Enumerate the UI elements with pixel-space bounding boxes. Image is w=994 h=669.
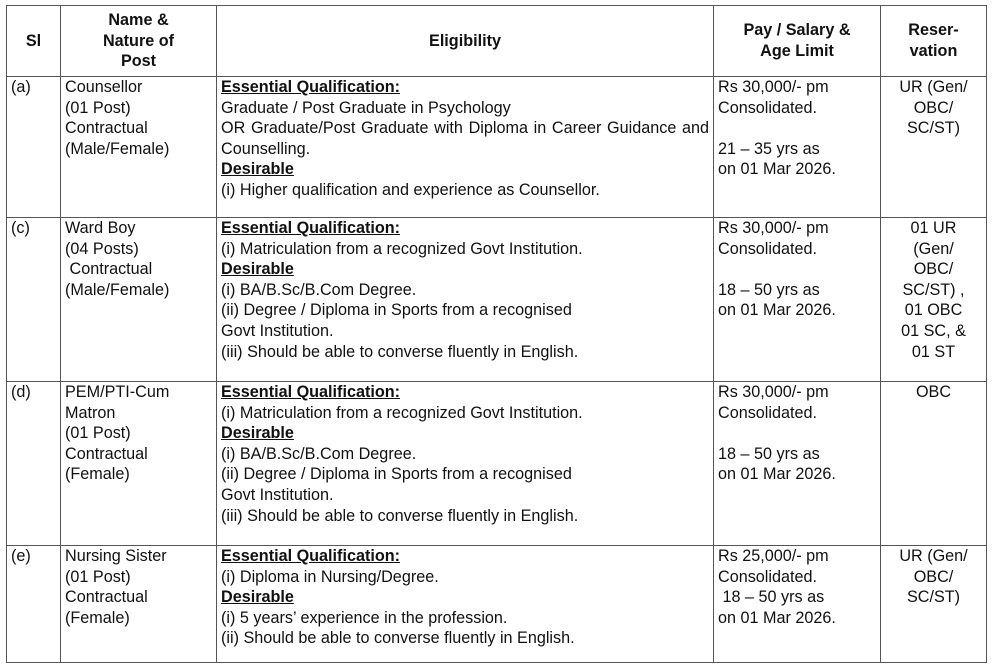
desirable-item: (iii) Should be able to converse fluently in English. — [221, 342, 579, 361]
reservation-line: 01 SC, & — [901, 321, 966, 340]
essential-heading: Essential Qualification: — [221, 547, 401, 565]
desirable-item: (ii) Should be able to converse fluently in English. — [221, 629, 575, 648]
header-name-line: Name & — [108, 11, 169, 30]
pay-note: Consolidated. — [718, 403, 817, 422]
reservation-line: OBC — [915, 383, 952, 401]
desirable-item: (iii) Should be able to converse fluently in English. — [221, 506, 579, 525]
pay-age-cell — [714, 382, 881, 546]
essential-item: (i) Diploma in Nursing/Degree. — [221, 567, 439, 586]
desirable-heading: Desirable — [221, 424, 294, 443]
essential-item: (i) Matriculation from a recognized Govt Institution. — [221, 239, 583, 258]
reservation-line: OBC/ — [913, 260, 954, 279]
reservation-line: 01 OBC — [904, 301, 963, 320]
post-name-cell — [61, 77, 217, 218]
header-sl — [7, 6, 61, 77]
sl-cell: (d) — [7, 382, 61, 546]
post-name-line: PEM/PTI-Cum — [65, 383, 170, 401]
desirable-heading: Desirable — [221, 260, 294, 279]
header-name-line: Post — [120, 52, 157, 71]
pay-note: Consolidated. — [718, 567, 817, 586]
post-name-line: (Female) — [65, 465, 130, 484]
age-limit-line: 21 – 35 yrs as — [718, 139, 820, 158]
reservation-cell — [881, 218, 987, 382]
post-name-line: (04 Posts) — [65, 239, 139, 258]
post-name-line: (01 Post) — [65, 98, 131, 117]
age-limit-line: 18 – 50 yrs as — [718, 280, 820, 299]
reservation-line: (Gen/ — [913, 239, 954, 258]
essential-heading: Essential Qualification: — [221, 219, 401, 237]
reservation-line: OBC/ — [913, 98, 954, 117]
reservation-line: 01 UR — [910, 219, 957, 237]
reservation-line: UR (Gen/ — [899, 547, 968, 565]
pay-amount: Rs 25,000/- pm — [718, 547, 829, 565]
table-row — [7, 218, 987, 382]
header-sl-label: Sl — [25, 31, 42, 50]
pay-note: Consolidated. — [718, 98, 817, 117]
spacer — [718, 259, 876, 280]
desirable-heading: Desirable — [221, 160, 294, 179]
pay-note: Consolidated. — [718, 239, 817, 258]
reservation-cell — [881, 382, 987, 546]
reservation-line: 01 ST — [911, 342, 956, 361]
essential-item: Graduate / Post Graduate in Psychology — [221, 98, 511, 117]
age-limit-line: on 01 Mar 2026. — [718, 160, 836, 179]
reservation-line: OBC/ — [913, 567, 954, 586]
recruitment-posts-table — [6, 5, 987, 663]
eligibility-cell — [217, 382, 714, 546]
desirable-item: (ii) Degree / Diploma in Sports from a recognised — [221, 301, 572, 320]
reservation-cell — [881, 546, 987, 663]
desirable-item: (i) 5 years’ experience in the profession. — [221, 608, 508, 627]
desirable-item: Govt Institution. — [221, 485, 334, 504]
header-reservation-line: Reser- — [908, 21, 959, 40]
pay-age-cell — [714, 77, 881, 218]
essential-item: OR Graduate/Post Graduate with Diploma in Career Guidance and Counselling. — [221, 119, 709, 158]
table-row — [7, 382, 987, 546]
header-pay — [714, 6, 881, 77]
eligibility-cell — [217, 546, 714, 663]
post-name-line: (Female) — [65, 608, 130, 627]
table-header-row — [7, 6, 987, 77]
sl-cell: (a) — [7, 77, 61, 218]
pay-age-cell — [714, 218, 881, 382]
post-name-line: Matron — [65, 403, 116, 422]
reservation-line: SC/ST) , — [902, 280, 965, 299]
sl-cell: (e) — [7, 546, 61, 663]
sl-cell: (c) — [7, 218, 61, 382]
post-name-line: (01 Post) — [65, 424, 131, 443]
post-name-line: Nursing Sister — [65, 547, 167, 565]
reservation-line: UR (Gen/ — [899, 78, 968, 96]
header-eligibility — [217, 6, 714, 77]
post-name-line: Counsellor — [65, 78, 143, 96]
post-name-line: Contractual — [65, 444, 148, 463]
header-reservation-line: vation — [909, 42, 958, 60]
reservation-line: SC/ST) — [906, 119, 961, 138]
age-limit-line: on 01 Mar 2026. — [718, 465, 836, 484]
post-name-cell — [61, 546, 217, 663]
essential-heading: Essential Qualification: — [221, 383, 401, 401]
essential-item: (i) Matriculation from a recognized Govt Institution. — [221, 403, 583, 422]
age-limit-line: 18 – 50 yrs as — [718, 588, 825, 607]
header-eligibility-label: Eligibility — [429, 31, 501, 50]
header-pay-line: Pay / Salary & — [743, 21, 851, 40]
post-name-line: (01 Post) — [65, 567, 131, 586]
table-row — [7, 546, 987, 663]
post-name-line: Contractual — [65, 588, 148, 607]
header-reservation — [881, 6, 987, 77]
post-name-line: Ward Boy — [65, 219, 136, 237]
eligibility-cell — [217, 218, 714, 382]
age-limit-line: 18 – 50 yrs as — [718, 444, 820, 463]
pay-age-cell — [714, 546, 881, 663]
post-name-line: Contractual — [65, 260, 153, 279]
pay-amount: Rs 30,000/- pm — [718, 219, 829, 237]
desirable-heading: Desirable — [221, 588, 294, 607]
post-name-line: Contractual — [65, 119, 148, 138]
eligibility-cell — [217, 77, 714, 218]
reservation-line: SC/ST) — [906, 588, 961, 607]
reservation-cell — [881, 77, 987, 218]
age-limit-line: on 01 Mar 2026. — [718, 608, 836, 627]
post-name-line: (Male/Female) — [65, 280, 170, 299]
desirable-item: (i) Higher qualification and experience as Counsellor. — [221, 180, 600, 199]
table-row — [7, 77, 987, 218]
header-name — [61, 6, 217, 77]
spacer — [718, 423, 876, 444]
desirable-item: Govt Institution. — [221, 321, 334, 340]
post-name-cell — [61, 218, 217, 382]
post-name-line: (Male/Female) — [65, 139, 170, 158]
header-pay-line: Age Limit — [760, 42, 834, 60]
essential-heading: Essential Qualification: — [221, 78, 401, 96]
pay-amount: Rs 30,000/- pm — [718, 78, 829, 96]
header-name-line: Nature of — [102, 31, 175, 50]
age-limit-line: on 01 Mar 2026. — [718, 301, 836, 320]
post-name-cell — [61, 382, 217, 546]
desirable-item: (ii) Degree / Diploma in Sports from a recognised — [221, 465, 572, 484]
spacer — [718, 118, 876, 139]
pay-amount: Rs 30,000/- pm — [718, 383, 829, 401]
desirable-item: (i) BA/B.Sc/B.Com Degree. — [221, 280, 417, 299]
desirable-item: (i) BA/B.Sc/B.Com Degree. — [221, 444, 417, 463]
